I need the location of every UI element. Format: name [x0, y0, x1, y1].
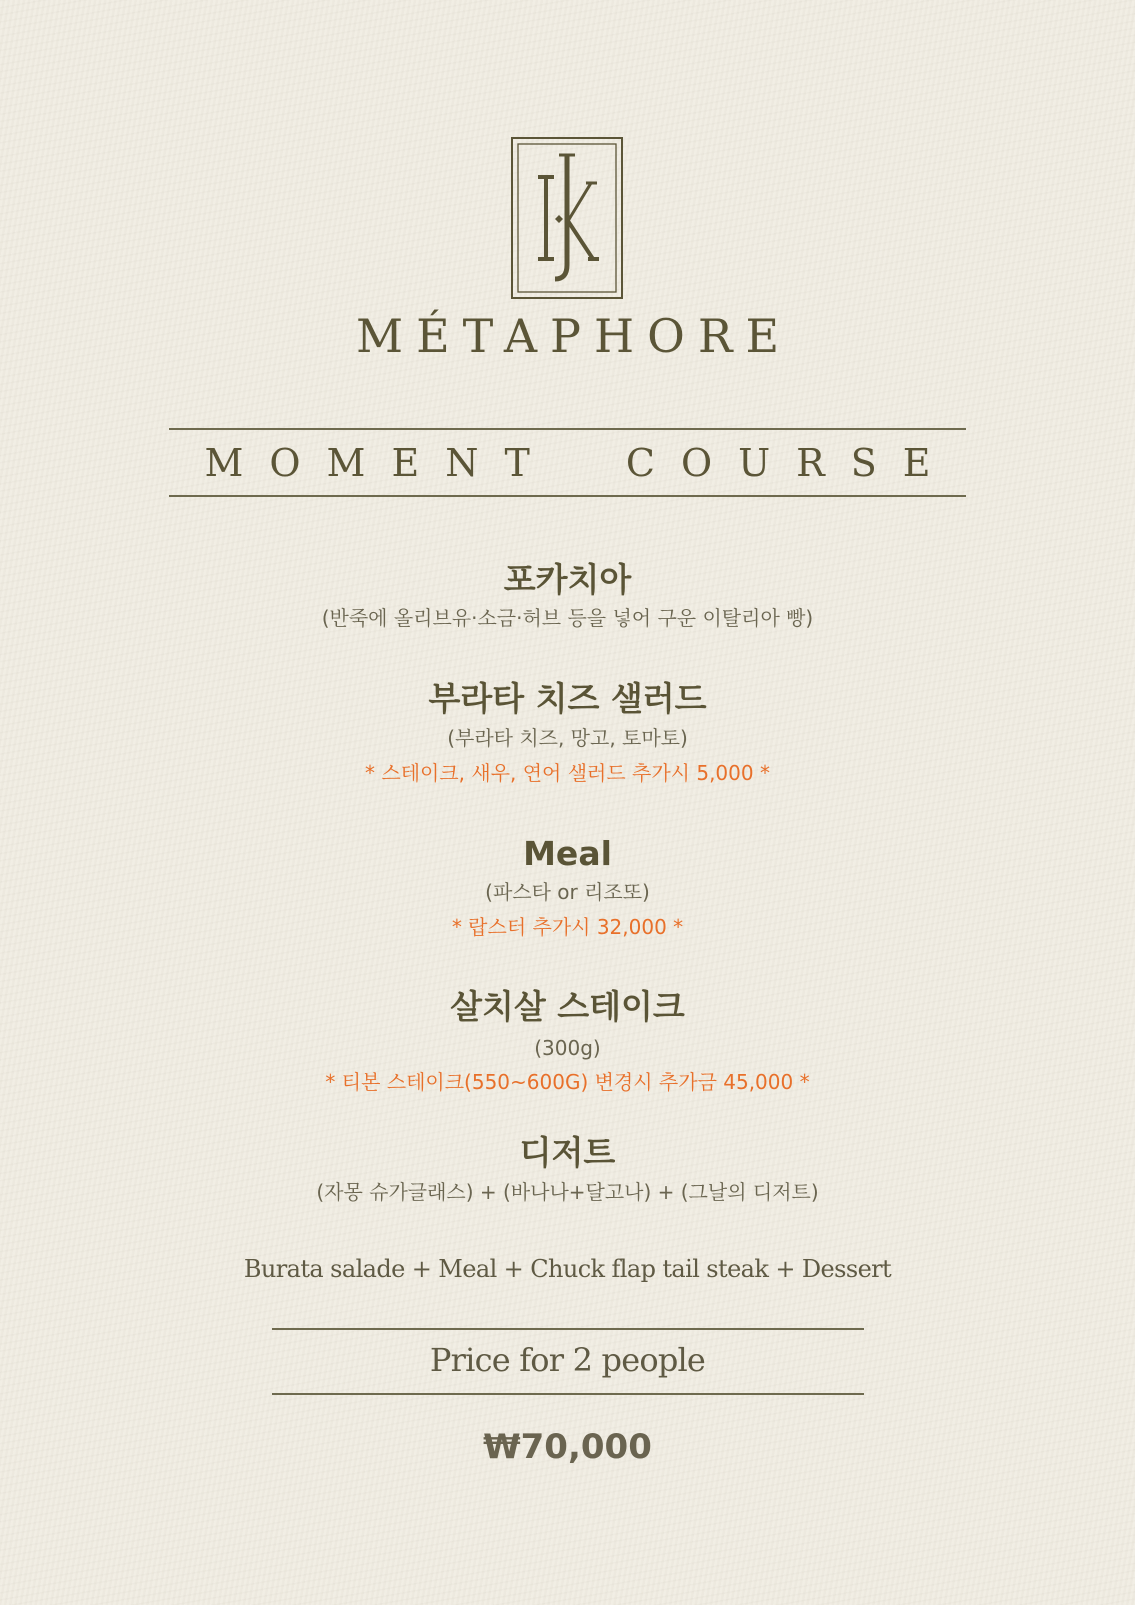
price-value: ₩70,000 [483, 1427, 652, 1467]
menu-item-description: (300g) [534, 1036, 601, 1060]
divider [272, 1328, 864, 1330]
divider [169, 495, 966, 497]
menu-item-title: 부라타 치즈 샐러드 [428, 679, 707, 718]
svg-text:JK: JK [511, 137, 512, 138]
menu-item-note: * 랍스터 추가시 32,000 * [451, 915, 684, 939]
menu-item-title: 포카치아 [503, 560, 632, 599]
divider [272, 1393, 864, 1395]
menu-item-description: (부라타 치즈, 망고, 토마토) [447, 726, 688, 750]
price-label: Price for 2 people [429, 1341, 706, 1379]
menu-item-title: 디저트 [519, 1133, 616, 1172]
menu-item-title: Meal [523, 834, 612, 873]
menu-item-description: (반죽에 올리브유·소금·허브 등을 넣어 구운 이탈리아 빵) [321, 606, 814, 630]
menu-item-description: (파스타 or 리조또) [485, 880, 650, 904]
logo-monogram [511, 137, 623, 299]
course-summary: Burata salade + Meal + Chuck flap tail steak + Dessert [243, 1255, 892, 1283]
menu-item-description: (자몽 슈가글래스) + (바나나+달고나) + (그날의 디저트) [316, 1180, 819, 1204]
menu-item-title: 살치살 스테이크 [450, 987, 685, 1026]
course-title: MOMENT COURSE [204, 441, 957, 485]
menu-item-note: * 스테이크, 새우, 연어 샐러드 추가시 5,000 * [365, 761, 770, 785]
menu-item-note: * 티본 스테이크(550~600G) 변경시 추가금 45,000 * [325, 1070, 810, 1094]
brand-name: MÉTAPHORE [355, 309, 793, 363]
divider [169, 428, 966, 430]
